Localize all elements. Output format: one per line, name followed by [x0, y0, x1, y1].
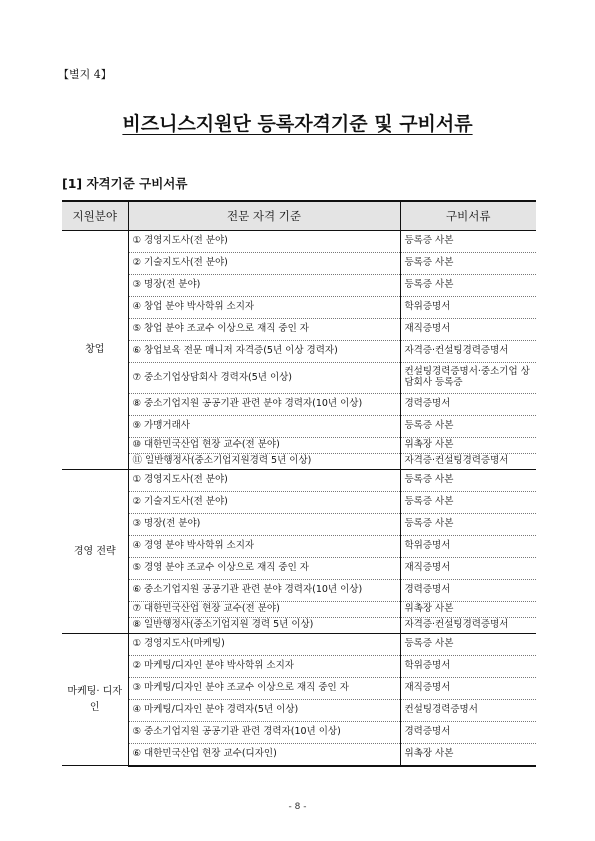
criterion-cell: ⑤ 중소기업지원 공공기관 관련 경력자(10년 이상) — [128, 722, 400, 744]
table-row — [62, 275, 536, 297]
document-cell: 경력증명서 — [400, 394, 536, 416]
document-cell: 재직증명서 — [400, 319, 536, 341]
document-cell: 재직증명서 — [400, 558, 536, 580]
criterion-cell: ② 기술지도사(전 분야) — [128, 492, 400, 514]
document-cell: 경력증명서 — [400, 580, 536, 602]
document-cell: 등록증 사본 — [400, 231, 536, 253]
criterion-cell: ① 경영지도사(마케팅) — [128, 634, 400, 656]
criterion-cell: ④ 경영 분야 박사학위 소지자 — [128, 536, 400, 558]
table-row — [62, 744, 536, 766]
table-row — [62, 536, 536, 558]
header-documents: 구비서류 — [400, 201, 536, 231]
table-row — [62, 492, 536, 514]
document-cell: 컨설팅경력증명서·중소기업 상담회사 등록증 — [400, 363, 536, 394]
criterion-cell: ⑤ 창업 분야 조교수 이상으로 재직 중인 자 — [128, 319, 400, 341]
criterion-cell: ② 기술지도사(전 분야) — [128, 253, 400, 275]
table-row — [62, 394, 536, 416]
table-row — [62, 319, 536, 341]
document-cell: 컨설팅경력증명서 — [400, 700, 536, 722]
document-cell: 등록증 사본 — [400, 492, 536, 514]
document-cell: 자격증·컨설팅경력증명서 — [400, 618, 536, 634]
criterion-cell: ③ 명장(전 분야) — [128, 514, 400, 536]
table-row — [62, 700, 536, 722]
table-row — [62, 454, 536, 470]
document-cell: 등록증 사본 — [400, 634, 536, 656]
table-row — [62, 602, 536, 618]
criterion-cell: ⑪ 일반행정사(중소기업지원경력 5년 이상) — [128, 454, 400, 470]
support-area-cell: 마케팅· 디자인 — [62, 634, 128, 766]
table-row — [62, 231, 536, 253]
header-area: 지원분야 — [62, 201, 128, 231]
header-criteria: 전문 자격 기준 — [128, 201, 400, 231]
criterion-cell: ⑧ 중소기업지원 공공기관 관련 분야 경력자(10년 이상) — [128, 394, 400, 416]
criterion-cell: ① 경영지도사(전 분야) — [128, 470, 400, 492]
document-title: 비즈니스지원단 등록자격기준 및 구비서류 — [122, 113, 473, 135]
support-area-cell: 창업 — [62, 231, 128, 470]
criterion-cell: ⑥ 대한민국산업 현장 교수(디자인) — [128, 744, 400, 766]
document-cell: 자격증·컨설팅경력증명서 — [400, 341, 536, 363]
table-row — [62, 341, 536, 363]
table-row — [62, 514, 536, 536]
qualification-table — [62, 200, 536, 767]
section-heading: [1] 자격기준 구비서류 — [62, 176, 188, 191]
criterion-cell: ③ 마케팅/디자인 분야 조교수 이상으로 재직 중인 자 — [128, 678, 400, 700]
table-row — [62, 297, 536, 319]
table-row — [62, 618, 536, 634]
criterion-cell: ④ 마케팅/디자인 분야 경력자(5년 이상) — [128, 700, 400, 722]
table-header-row — [62, 201, 536, 231]
document-cell: 등록증 사본 — [400, 514, 536, 536]
criterion-cell: ⑥ 창업보육 전문 매니저 자격증(5년 이상 경력자) — [128, 341, 400, 363]
criterion-cell: ⑦ 대한민국산업 현장 교수(전 분야) — [128, 602, 400, 618]
document-cell: 등록증 사본 — [400, 416, 536, 438]
criterion-cell: ④ 창업 분야 박사학위 소지자 — [128, 297, 400, 319]
table-row — [62, 678, 536, 700]
criterion-cell: ⑦ 중소기업상담회사 경력자(5년 이상) — [128, 363, 400, 394]
criterion-cell: ⑤ 경영 분야 조교수 이상으로 재직 중인 자 — [128, 558, 400, 580]
document-cell: 등록증 사본 — [400, 470, 536, 492]
table-row — [62, 656, 536, 678]
annex-label: 【별지 4】 — [58, 68, 112, 81]
table-row — [62, 580, 536, 602]
table-row — [62, 253, 536, 275]
document-cell: 학위증명서 — [400, 536, 536, 558]
table-row — [62, 363, 536, 394]
table-row — [62, 438, 536, 454]
page-number: - 8 - — [288, 802, 307, 812]
document-cell: 경력증명서 — [400, 722, 536, 744]
criterion-cell: ⑩ 대한민국산업 현장 교수(전 분야) — [128, 438, 400, 454]
document-cell: 학위증명서 — [400, 297, 536, 319]
table-row — [62, 558, 536, 580]
document-cell: 자격증·컨설팅경력증명서 — [400, 454, 536, 470]
criterion-cell: ② 마케팅/디자인 분야 박사학위 소지자 — [128, 656, 400, 678]
table-row — [62, 416, 536, 438]
document-cell: 학위증명서 — [400, 656, 536, 678]
document-cell: 재직증명서 — [400, 678, 536, 700]
table-row — [62, 634, 536, 656]
document-cell: 위촉장 사본 — [400, 744, 536, 766]
document-cell: 등록증 사본 — [400, 253, 536, 275]
table-row — [62, 722, 536, 744]
table-body — [62, 231, 536, 766]
criterion-cell: ⑥ 중소기업지원 공공기관 관련 분야 경력자(10년 이상) — [128, 580, 400, 602]
criterion-cell: ③ 명장(전 분야) — [128, 275, 400, 297]
document-cell: 위촉장 사본 — [400, 438, 536, 454]
document-cell: 위촉장 사본 — [400, 602, 536, 618]
criterion-cell: ⑧ 일반행정사(중소기업지원 경력 5년 이상) — [128, 618, 400, 634]
table-row — [62, 470, 536, 492]
criterion-cell: ⑨ 가맹거래사 — [128, 416, 400, 438]
document-cell: 등록증 사본 — [400, 275, 536, 297]
support-area-cell: 경영 전략 — [62, 470, 128, 634]
criterion-cell: ① 경영지도사(전 분야) — [128, 231, 400, 253]
